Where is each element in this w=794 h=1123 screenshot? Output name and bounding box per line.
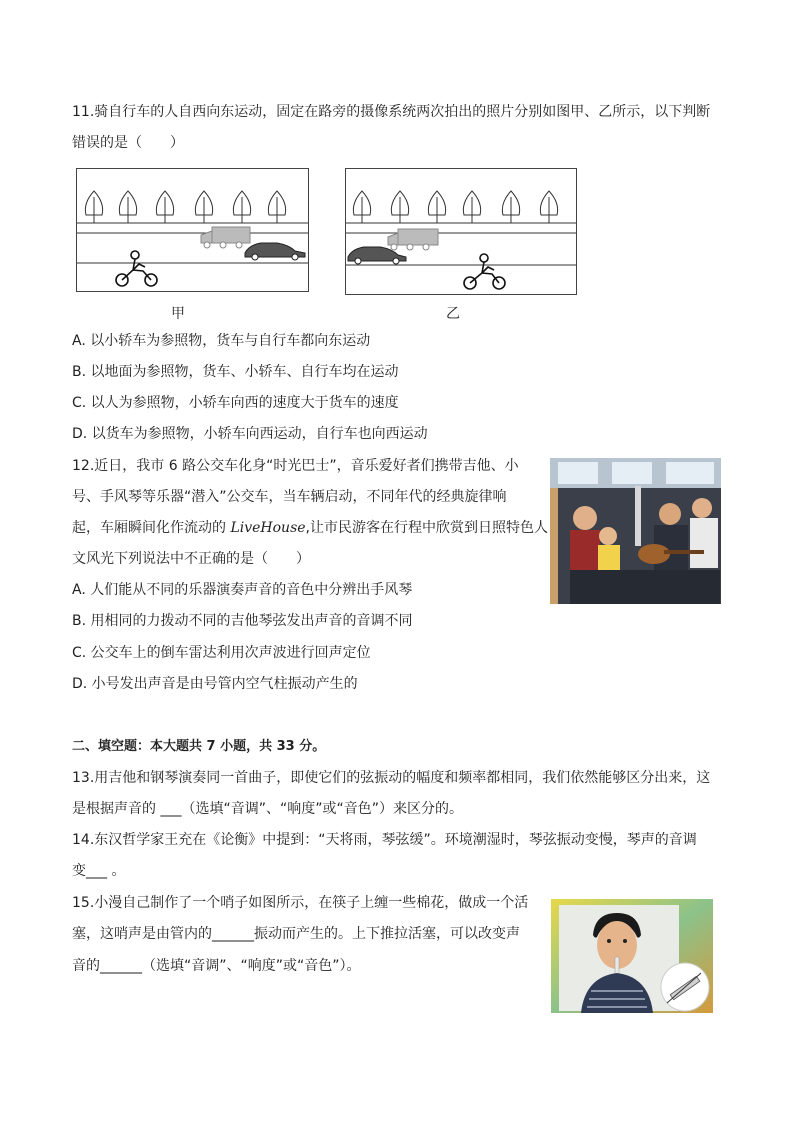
- q12-livehouse-term: LiveHouse: [230, 520, 306, 536]
- tree-icon: [391, 191, 408, 223]
- q13-line2: 是根据声音的 ___（选填“音调”、“响度”或“音色”）来区分的。: [72, 801, 463, 817]
- q11-figure-yi: [345, 168, 577, 295]
- q11-figure-jia: [76, 168, 309, 292]
- truck-icon: [388, 229, 438, 250]
- q12-stem-line2: 号、手风琴等乐器“潜入”公交车，当车辆启动，不同年代的经典旋律响: [72, 489, 507, 505]
- q12-stem-line3: [72, 518, 548, 538]
- q11-option-d: D. 以货车为参照物，小轿车向西运动，自行车也向西运动: [72, 426, 428, 442]
- q14-line1: 14.东汉哲学家王充在《论衡》中提到：“天将雨，琴弦缓”。环境潮湿时，琴弦振动变慢，琴声的音调: [72, 832, 697, 848]
- q12-option-a: A. 人们能从不同的乐器演奏声音的音色中分辨出手风琴: [72, 582, 413, 598]
- tree-icon: [428, 191, 445, 223]
- q11-stem-line1: 11.骑自行车的人自西向东运动，固定在路旁的摄像系统两次拍出的照片分别如图甲、乙所示，以下判断: [72, 104, 711, 120]
- cyclist-icon: [464, 254, 505, 289]
- q14-line2: 变___ 。: [72, 863, 126, 879]
- q11-option-b: B. 以地面为参照物，货车、小轿车、自行车均在运动: [72, 364, 399, 380]
- q15-line1: 15.小漫自己制作了一个哨子如图所示，在筷子上缠一些棉花，做成一个活: [72, 895, 529, 911]
- q12-stem-line4: 文风光下列说法中不正确的是（ ）: [72, 551, 310, 567]
- q11-caption-yi: 乙: [446, 306, 460, 322]
- q12-stem-line3-part1: 起，车厢瞬间化作流动的: [72, 520, 231, 536]
- q12-option-d: D. 小号发出声音是由号管内空气柱振动产生的: [72, 676, 358, 692]
- car-icon: [245, 243, 305, 260]
- cyclist-icon: [116, 251, 157, 286]
- tree-icon: [195, 191, 212, 223]
- tree-icon: [502, 191, 519, 223]
- tree-icon: [233, 191, 250, 223]
- q15-line2: 塞，这哨声是由管内的______振动而产生的。上下推拉活塞，可以改变声: [72, 926, 520, 942]
- q11-option-c: C. 以人为参照物，小轿车向西的速度大于货车的速度: [72, 395, 399, 411]
- tree-icon: [540, 191, 557, 223]
- q11-caption-jia: 甲: [171, 306, 185, 322]
- bus-musicians-photo: [550, 458, 721, 604]
- q12-option-b: B. 用相同的力拨动不同的吉他琴弦发出声音的音调不同: [72, 613, 413, 629]
- tree-icon: [268, 191, 285, 223]
- boy-whistle-photo: [551, 899, 713, 1013]
- tree-icon: [156, 191, 173, 223]
- q11-option-a: A. 以小轿车为参照物，货车与自行车都向东运动: [72, 333, 371, 349]
- tree-icon: [119, 191, 136, 223]
- tree-icon: [463, 191, 480, 223]
- q13-line1: 13.用吉他和钢琴演奏同一首曲子，即使它们的弦振动的幅度和频率都相同，我们依然能够区分出来，这: [72, 770, 711, 786]
- q12-option-c: C. 公交车上的倒车雷达利用次声波进行回声定位: [72, 645, 371, 661]
- section-heading: 二、填空题：本大题共 7 小题，共 33 分。: [72, 739, 326, 754]
- q15-line3: 音的______（选填“音调”、“响度”或“音色”）。: [72, 958, 361, 974]
- car-icon: [348, 247, 406, 264]
- truck-icon: [201, 227, 250, 248]
- q12-stem-line1: 12.近日，我市 6 路公交车化身“时光巴士”，音乐爱好者们携带吉他、小: [72, 458, 519, 474]
- q12-stem-line3-part2: ,让市民游客在行程中欣赏到日照特色人: [305, 520, 548, 536]
- tree-icon: [85, 191, 102, 223]
- q11-stem-line2: 错误的是（ ）: [72, 135, 184, 151]
- tree-icon: [353, 191, 370, 223]
